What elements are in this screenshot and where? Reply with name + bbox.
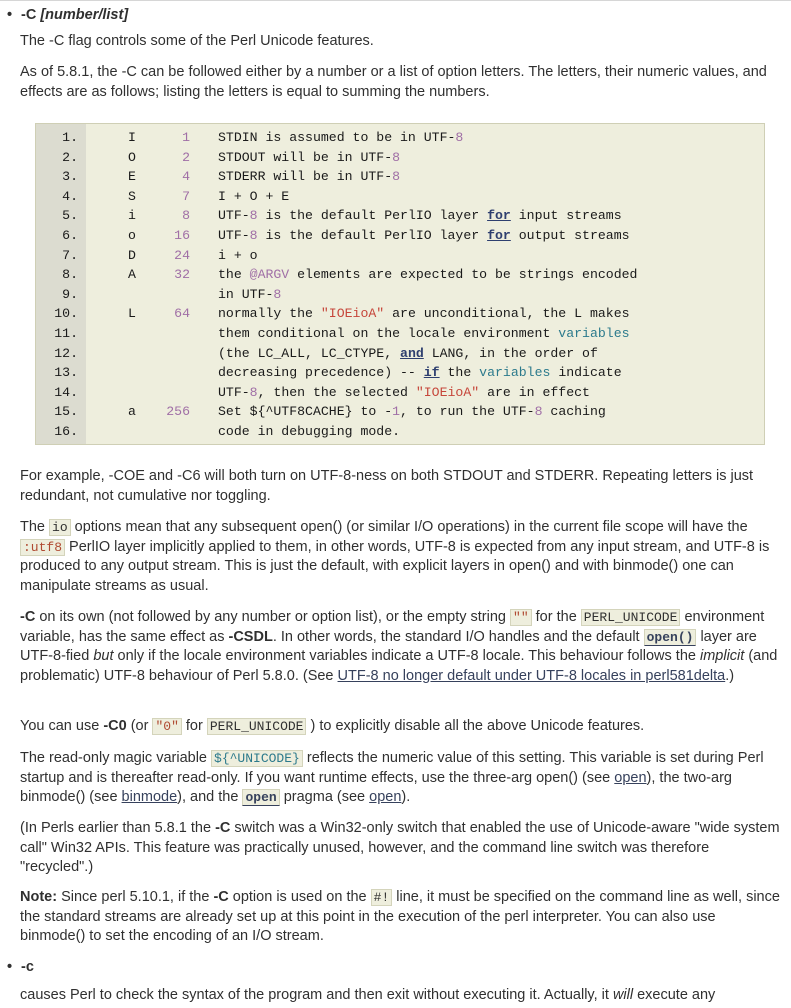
option-description: I + O + E	[218, 188, 290, 204]
line-number: 6.	[62, 228, 78, 243]
link-perl581delta[interactable]: UTF-8 no longer default under UTF-8 locales in perl581delta	[337, 667, 726, 684]
line-number: 11.	[54, 326, 78, 341]
code-perl-unicode-2: PERL_UNICODE	[207, 718, 307, 735]
code-line	[36, 324, 764, 344]
option-value: 24	[174, 247, 190, 263]
option-value: 2	[182, 149, 190, 165]
option-value: 64	[174, 306, 190, 322]
option-arg: [number/list]	[40, 7, 129, 23]
option-value: 8	[182, 208, 190, 224]
option-letter: i	[128, 208, 136, 224]
code-block	[35, 123, 765, 445]
option-letter: O	[128, 149, 136, 165]
code-utf8: :utf8	[20, 539, 65, 556]
code-zero-string: "0"	[152, 718, 181, 735]
code-line	[36, 226, 764, 246]
paragraph-unicode-var: The read-only magic variable ${^UNICODE} reflects the numeric value of this setting. This variable is set during Perl startup and is thereafter read-only. If you want runtime effects, use the three-arg open() (see open), the two-arg binmode() (see binmode), and the open pragma (see open).	[20, 750, 764, 805]
option-value: 32	[174, 267, 190, 283]
code-open-pragma-link[interactable]: open	[242, 789, 279, 806]
paragraph-example: For example, -COE and -C6 will both turn on UTF-8-ness on both STDOUT and STDERR. Repeating letters is just redundant, not cumulative nor toggling.	[20, 468, 754, 504]
option-description: normally the "IOEioA" are unconditional, the L makes	[218, 306, 630, 322]
code-line	[36, 187, 764, 207]
option-description: in UTF-8	[218, 286, 282, 302]
line-number: 16.	[54, 424, 78, 439]
code-line	[36, 304, 764, 324]
option-value: 1	[182, 130, 190, 145]
bullet-icon: •	[7, 959, 13, 975]
link-binmode[interactable]: binmode	[121, 789, 178, 805]
option-heading-c	[7, 958, 34, 978]
option-description: STDOUT will be in UTF-8	[218, 149, 401, 165]
line-number: 9.	[62, 286, 78, 302]
line-number: 4.	[62, 188, 78, 204]
code-line	[36, 402, 764, 422]
line-number: 15.	[54, 404, 78, 420]
option-letter: I	[128, 130, 136, 145]
option-value: 16	[174, 228, 190, 243]
option-description: i + o	[218, 247, 258, 263]
option-letter: o	[128, 228, 136, 243]
code-io: io	[49, 519, 71, 536]
link-open-2[interactable]: open	[369, 789, 402, 805]
option-letter: a	[128, 404, 136, 420]
line-number: 5.	[62, 208, 78, 224]
option-description: the @ARGV elements are expected to be strings encoded	[218, 267, 638, 283]
option-letter: A	[128, 267, 136, 283]
option-description: them conditional on the locale environment variables	[218, 326, 630, 341]
code-line	[36, 148, 764, 168]
option-heading-C	[7, 6, 128, 26]
code-shebang: #!	[371, 889, 393, 906]
line-number: 8.	[62, 267, 78, 283]
code-line	[36, 383, 764, 403]
line-number: 7.	[62, 247, 78, 263]
line-number: 1.	[62, 130, 78, 145]
option-description: Set ${^UTF8CACHE} to -1, to run the UTF-8 caching	[218, 404, 606, 420]
code-line	[36, 246, 764, 266]
code-line	[36, 344, 764, 364]
bullet-icon: •	[7, 7, 13, 23]
code-line	[36, 265, 764, 285]
option-description: (the LC_ALL, LC_CTYPE, and LANG, in the order of	[218, 345, 598, 361]
code-line	[36, 285, 764, 305]
line-number: 12.	[54, 345, 78, 361]
option-flag: -c	[21, 959, 34, 975]
option-description: STDIN is assumed to be in UTF-8	[218, 130, 464, 145]
option-description: STDERR will be in UTF-8	[218, 169, 401, 185]
code-line	[36, 422, 764, 442]
option-value: 4	[182, 169, 190, 185]
paragraph-letters: As of 5.8.1, the -C can be followed either by a number or a list of option letters. The letters, their numeric values, and effects are as follows; listing the letters is equal to summing the numbers.	[20, 64, 767, 100]
code-line	[36, 128, 764, 148]
paragraph-C-alone: -C on its own (not followed by any number or option list), or the empty string "" for the PERL_UNICODE environment variable, has the same effect as -CSDL. In other words, the standard I/O handles and the default open() layer are UTF-8-fied but only if the locale environment variables indicate a UTF-8 locale. This behaviour follows the implicit (and problematic) UTF-8 behaviour of Perl 5.8.0. (See UTF-8 no longer default under UTF-8 locales in perl581delta.)	[20, 609, 778, 684]
option-description: UTF-8 is the default PerlIO layer for input streams	[218, 208, 622, 224]
line-number: 13.	[54, 365, 78, 381]
code-line	[36, 363, 764, 383]
code-open-link[interactable]: open()	[644, 629, 697, 646]
option-letter: E	[128, 169, 136, 185]
line-number: 2.	[62, 149, 78, 165]
code-unicode-var: ${^UNICODE}	[211, 750, 303, 767]
line-number: 10.	[54, 306, 78, 322]
paragraph-syntax-check: causes Perl to check the syntax of the program and then exit without executing it. Actually, it will execute any	[20, 987, 716, 1003]
option-letter: S	[128, 188, 136, 204]
option-letter: L	[128, 306, 136, 322]
paragraph-intro: The -C flag controls some of the Perl Unicode features.	[20, 33, 374, 49]
code-perl-unicode: PERL_UNICODE	[581, 609, 681, 626]
paragraph-io-options: The io options mean that any subsequent open() (or similar I/O operations) in the current file scope will have the :utf8 PerlIO layer implicitly applied to them, in other words, UTF-8 is expected from any input stream, and UTF-8 is produced to any output stream. This is just the default, with explicit layers in open() and with binmode() one can manipulate streams as usual.	[20, 519, 770, 594]
option-value: 256	[166, 404, 190, 420]
option-description: UTF-8 is the default PerlIO layer for output streams	[218, 228, 630, 243]
option-description: UTF-8, then the selected "IOEioA" are in effect	[218, 384, 590, 400]
code-line	[36, 206, 764, 226]
code-line	[36, 167, 764, 187]
top-divider	[0, 0, 791, 1]
option-value: 7	[182, 188, 190, 204]
paragraph-note: Note: Since perl 5.10.1, if the -C option is used on the #! line, it must be specified on the command line as well, since the standard streams are already set up at this point in the execution of the perl interpreter. You can also use binmode() to set the encoding of an I/O stream.	[20, 889, 780, 944]
line-number: 14.	[54, 384, 78, 400]
code-empty-string: ""	[510, 609, 532, 626]
link-open[interactable]: open	[614, 769, 647, 786]
paragraph-C0: You can use -C0 (or "0" for PERL_UNICODE ) to explicitly disable all the above Unicode features.	[20, 718, 645, 734]
line-number: 3.	[62, 169, 78, 185]
option-letter: D	[128, 247, 136, 263]
option-description: decreasing precedence) -- if the variables indicate	[218, 365, 622, 381]
paragraph-history: (In Perls earlier than 5.8.1 the -C switch was a Win32-only switch that enabled the use of Unicode-aware "wide system call" Win32 APIs. This feature was practically unused, however, and the command line switch was therefore "recycled".)	[20, 820, 780, 875]
option-flag: -C	[21, 7, 37, 23]
option-description: code in debugging mode.	[218, 424, 401, 439]
